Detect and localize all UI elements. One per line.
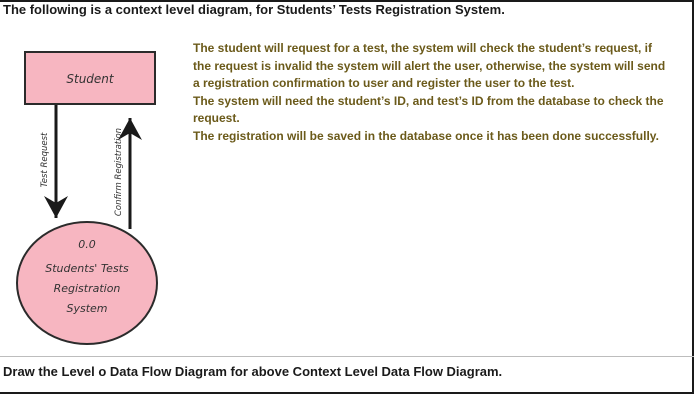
student-entity-label: Student bbox=[66, 72, 114, 86]
instruction-text: Draw the Level o Data Flow Diagram for above Context Level Data Flow Diagram. bbox=[3, 364, 503, 379]
description-paragraph: The registration will be saved in the database once it has been done successfully. bbox=[193, 128, 659, 143]
process-name-line-3: System bbox=[66, 302, 108, 315]
flow-confirm-registration-label: Confirm Registration bbox=[114, 127, 124, 217]
process-id: 0.0 bbox=[78, 238, 96, 251]
description-paragraph: The student will request for a test, the system will check the student’s request, if the request is invalid the system will alert the user, otherwise, the system will send a registration confirmation to user and register the user to the test. bbox=[193, 41, 666, 91]
description-paragraph: The system will need the student’s ID, and test’s ID from the database to check the request. bbox=[193, 93, 664, 126]
flow-test-request-label: Test Request bbox=[40, 132, 50, 188]
description-block bbox=[193, 40, 671, 146]
divider bbox=[0, 356, 694, 357]
process-name-line-2: Registration bbox=[53, 282, 121, 295]
process-name-line-1: Students' Tests bbox=[45, 262, 129, 275]
page-title: The following is a context level diagram, for Students’ Tests Registration System. bbox=[3, 2, 505, 17]
